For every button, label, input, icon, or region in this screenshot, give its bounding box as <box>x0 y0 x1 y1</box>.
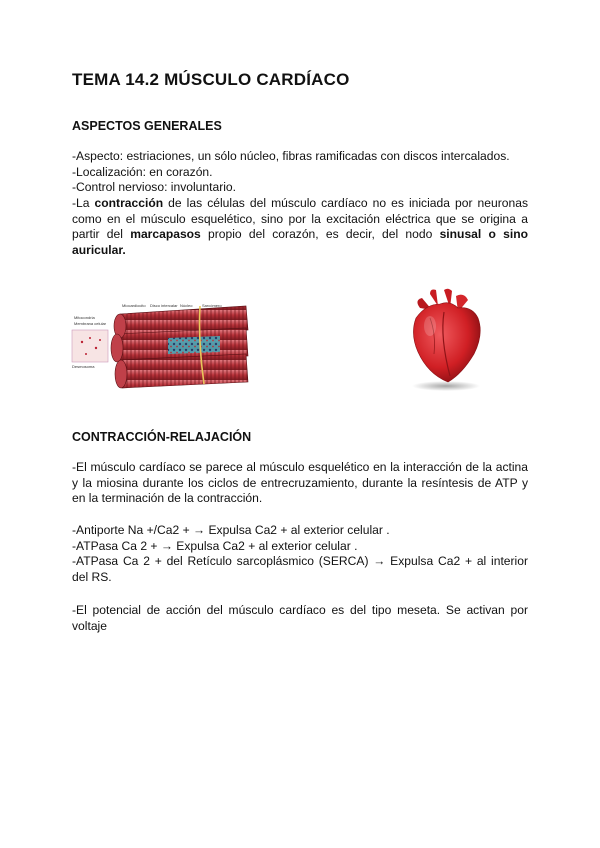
bold-sinusal: sinusal o sino auricular. <box>72 227 528 257</box>
atpasa-line: -ATPasa Ca 2 + → Expulsa Ca2 + al exterior celular . <box>72 538 358 553</box>
heart-illustration <box>400 288 490 392</box>
section-heading-contraccion: CONTRACCIÓN-RELAJACIÓN <box>72 430 252 444</box>
localizacion-line: -Localización: en corazón. <box>72 164 213 179</box>
section-heading-aspectos: ASPECTOS GENERALES <box>72 119 222 133</box>
antiporte-line: -Antiporte Na +/Ca2 + → Expulsa Ca2 + al exterior celular . <box>72 523 390 537</box>
svg-text:Sarcómero: Sarcómero <box>202 303 222 308</box>
svg-text:Disco intercalar: Disco intercalar <box>150 303 178 308</box>
page-title: TEMA 14.2 MÚSCULO CARDÍACO <box>72 70 350 89</box>
potencial-paragraph: -El potencial de acción del músculo cardíaco es del tipo meseta. Se activan por voltaje <box>72 603 528 633</box>
control-line: -Control nervioso: involuntario. <box>72 180 237 195</box>
inset-box <box>72 330 108 362</box>
svg-text:Membrana celular: Membrana celular <box>74 321 107 326</box>
svg-text:Mitocondria: Mitocondria <box>74 315 95 320</box>
bold-contraccion: contracción <box>94 196 164 210</box>
svg-text:Desmosoma: Desmosoma <box>72 364 95 369</box>
svg-text:Núcleo: Núcleo <box>180 303 193 308</box>
svg-text:Miocardiocito: Miocardiocito <box>122 303 146 308</box>
bold-marcapasos: marcapasos <box>130 227 201 242</box>
aspecto-line: -Aspecto: estriaciones, un sólo núcleo, fibras ramificadas con discos intercalados. <box>72 149 510 163</box>
contraccion-paragraph: -La contracción de las células del músculo cardíaco no es iniciada por neuronas como en el músculo esquelético, sino por la excitación eléctrica que se origina a partir del marcapasos propio del corazón, es decir, del nodo sinusal o sino auricular. <box>72 196 528 257</box>
serca-line: -ATPasa Ca 2 + del Retículo sarcoplásmico (SERCA) → Expulsa Ca2 + al interior del RS. <box>72 554 528 584</box>
cardiac-muscle-diagram <box>70 300 252 390</box>
muscle-fibers <box>111 306 248 388</box>
mechanisms-list <box>72 523 528 585</box>
contraccion-relajacion-paragraph: -El músculo cardíaco se parece al músculo esquelético en la interacción de la actina y la miosina durante los ciclos de entrecruzamiento, durante la resíntesis de ATP y en la terminación de la contracción. <box>72 460 528 506</box>
aspectos-list <box>72 149 528 196</box>
